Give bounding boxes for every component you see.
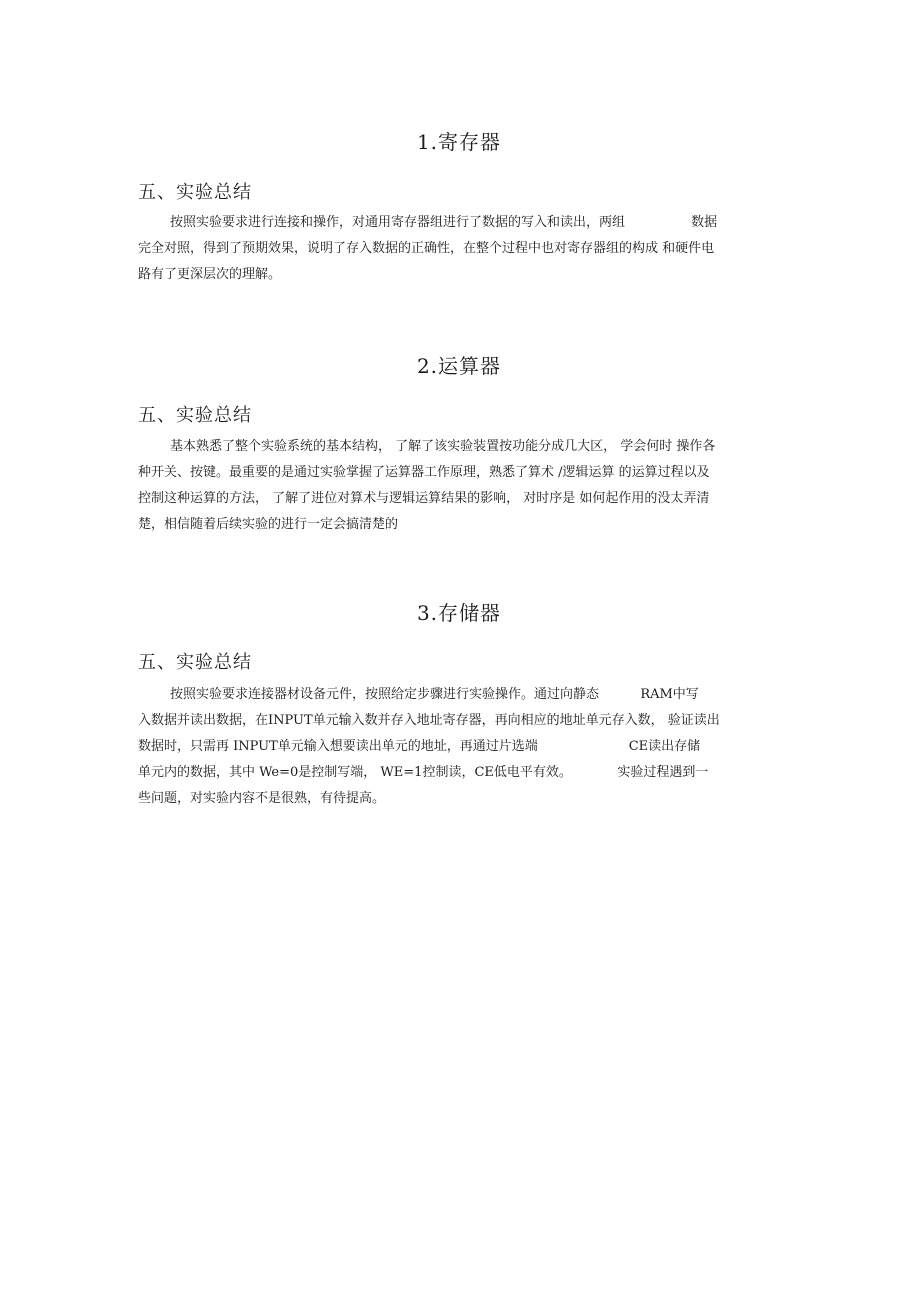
paragraph-line: 楚，相信随着后续实验的进行一定会搞清楚的 [138,517,399,532]
section-subtitle: 五、实验总结 [138,652,252,673]
paragraph-line: 按照实验要求连接器材设备元件，按照给定步骤进行实验操作。通过向静态 RAM中写 [170,687,699,702]
section-paragraph [138,210,780,288]
section-title: 1.寄存器 [416,130,502,154]
paragraph-line: 单元内的数据，其中 We=0是控制写端， WE=1控制读，CE低电平有效。 实验过程遇到一 [138,765,709,780]
section-title: 2.运算器 [416,354,502,378]
section-paragraph [138,682,780,812]
paragraph-line: 数据时，只需再 INPUT单元输入想要读出单元的地址，再通过片选端 CE读出存储 [138,739,701,754]
paragraph-line: 些问题，对实验内容不是很熟，有待提高。 [138,791,386,806]
section-paragraph [138,434,780,538]
paragraph-line: 基本熟悉了整个实验系统的基本结构， 了解了该实验装置按功能分成几大区， 学会何时 操作各 [170,439,716,454]
paragraph-line: 完全对照，得到了预期效果，说明了存入数据的正确性，在整个过程中也对寄存器组的构成 和硬件电 [138,241,715,256]
paragraph-line: 入数据并读出数据，在INPUT单元输入数并存入地址寄存器，再向相应的地址单元存入数， 验证读出 [138,713,720,728]
section-title: 3.存储器 [416,601,502,625]
paragraph-line: 按照实验要求进行连接和操作，对通用寄存器组进行了数据的写入和读出，两组 数据 [170,215,718,230]
paragraph-line: 路有了更深层次的理解。 [138,267,282,282]
paragraph-line: 种开关、按键。最重要的是通过实验掌握了运算器工作原理，熟悉了算术 /逻辑运算 的运算过程以及 [138,465,710,480]
paragraph-line: 控制这种运算的方法， 了解了进位对算术与逻辑运算结果的影响， 对时序是 如何起作用的没太弄清 [138,491,710,506]
section-subtitle: 五、实验总结 [138,405,252,426]
section-subtitle: 五、实验总结 [138,182,252,203]
